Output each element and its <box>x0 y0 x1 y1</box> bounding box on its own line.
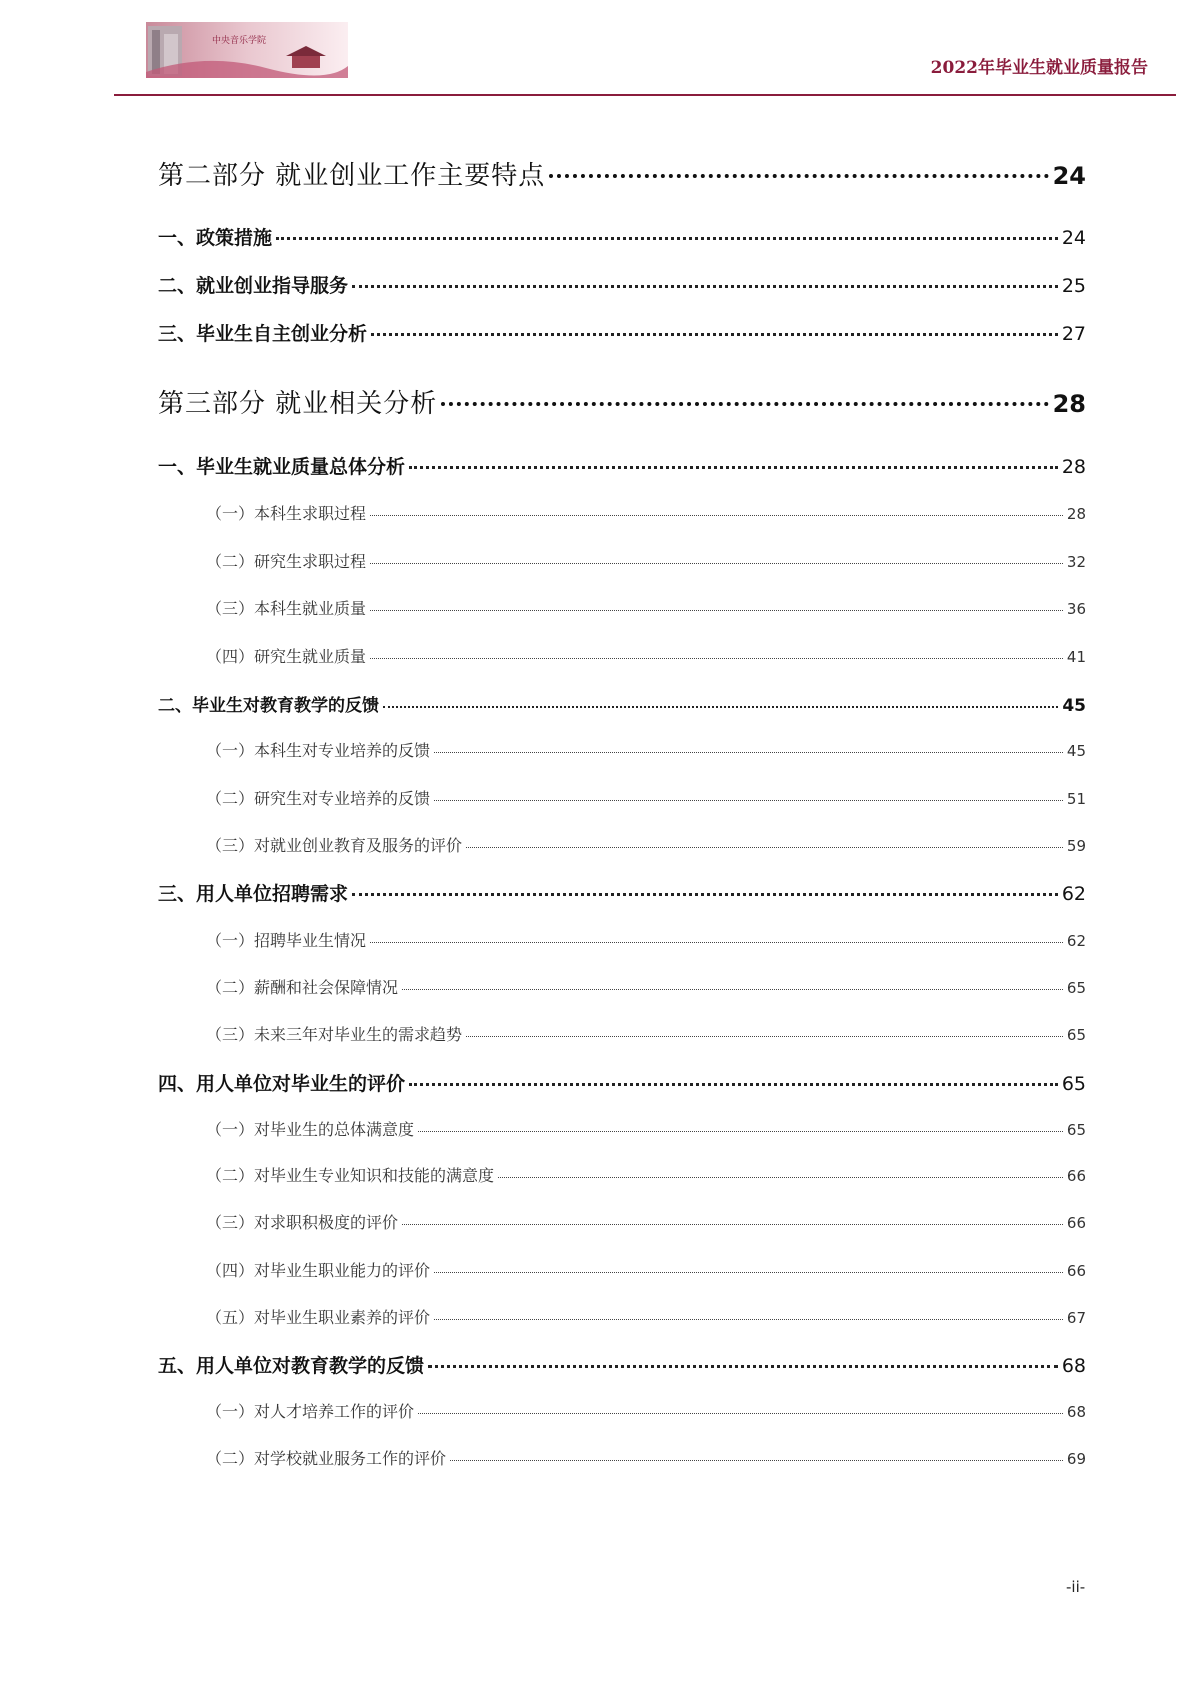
toc-entry[interactable] <box>158 319 1086 346</box>
toc-subentry[interactable] <box>158 1258 1086 1281</box>
toc-entry-label: 二、毕业生对教育教学的反馈 <box>158 696 379 716</box>
toc-leader <box>370 658 1063 659</box>
toc-subentry[interactable] <box>158 1399 1086 1422</box>
toc-subentry[interactable] <box>158 1163 1086 1186</box>
toc-leader <box>370 942 1063 943</box>
toc-page-number: 24 <box>1061 227 1086 249</box>
toc-page-number: 27 <box>1061 323 1086 345</box>
header-divider <box>114 94 1176 96</box>
toc-leader <box>466 847 1063 848</box>
toc-subentry[interactable] <box>158 975 1086 998</box>
toc-page-number: 45 <box>1062 696 1086 716</box>
page-number: -ii- <box>1066 1578 1086 1596</box>
toc-entry-label: （二）对学校就业服务工作的评价 <box>206 1449 447 1468</box>
toc-entry-label: 三、用人单位招聘需求 <box>158 883 349 905</box>
toc-entry-label: （一）本科生求职过程 <box>206 504 367 523</box>
toc-subentry[interactable] <box>158 549 1086 572</box>
toc-page-number: 68 <box>1066 1403 1086 1421</box>
toc-page-number: 65 <box>1066 1026 1086 1044</box>
toc-leader <box>352 285 1058 288</box>
toc-leader <box>434 1319 1063 1320</box>
toc-entry[interactable] <box>158 691 1086 716</box>
toc-page-number: 65 <box>1061 1073 1086 1095</box>
toc-leader <box>466 1036 1063 1037</box>
toc-page-number: 66 <box>1066 1214 1086 1232</box>
toc-leader <box>402 1224 1063 1225</box>
toc-entry-label: 第三部分 就业相关分析 <box>158 389 438 419</box>
toc-subentry[interactable] <box>158 1305 1086 1328</box>
toc-entry-label: （二）研究生对专业培养的反馈 <box>206 789 431 808</box>
toc-page-number: 32 <box>1066 553 1086 571</box>
toc-leader <box>434 800 1063 801</box>
toc-entry-label: 五、用人单位对教育教学的反馈 <box>158 1355 425 1377</box>
toc-subentry[interactable] <box>158 738 1086 761</box>
toc-entry-label: （五）对毕业生职业素养的评价 <box>206 1308 431 1327</box>
toc-page-number: 69 <box>1066 1450 1086 1468</box>
toc-subentry[interactable] <box>158 1210 1086 1233</box>
toc-page-number: 45 <box>1066 742 1086 760</box>
toc-leader <box>434 1272 1063 1273</box>
toc-subentry[interactable] <box>158 786 1086 809</box>
toc-page-number: 62 <box>1061 883 1086 905</box>
toc-entry-label: 二、就业创业指导服务 <box>158 275 349 297</box>
toc-leader <box>418 1131 1063 1132</box>
toc-entry-label: （四）对毕业生职业能力的评价 <box>206 1261 431 1280</box>
toc-subentry[interactable] <box>158 833 1086 856</box>
toc-subentry[interactable] <box>158 501 1086 524</box>
toc-page-number: 41 <box>1066 648 1086 666</box>
toc-page-number: 66 <box>1066 1167 1086 1185</box>
toc-entry[interactable] <box>158 271 1086 298</box>
toc-entry-label: 三、毕业生自主创业分析 <box>158 323 368 345</box>
toc-entry-label: （一）本科生对专业培养的反馈 <box>206 741 431 760</box>
toc-entry-label: （三）未来三年对毕业生的需求趋势 <box>206 1025 463 1044</box>
toc-entry-label: （一）招聘毕业生情况 <box>206 931 367 950</box>
toc-part-3[interactable] <box>158 383 1086 420</box>
toc-entry-label: （一）对毕业生的总体满意度 <box>206 1120 415 1139</box>
toc-leader <box>409 1083 1058 1086</box>
toc-entry-label: （四）研究生就业质量 <box>206 647 367 666</box>
toc-entry-label: （二）对毕业生专业知识和技能的满意度 <box>206 1166 495 1185</box>
toc-page-number: 28 <box>1052 390 1086 418</box>
toc-entry-label: 一、政策措施 <box>158 227 273 249</box>
toc-entry[interactable] <box>158 1351 1086 1378</box>
toc-page-number: 66 <box>1066 1262 1086 1280</box>
toc-leader <box>498 1177 1063 1178</box>
toc-page-number: 67 <box>1066 1309 1086 1327</box>
toc-entry-label: 四、用人单位对毕业生的评价 <box>158 1073 406 1095</box>
toc-part-2[interactable] <box>158 155 1086 192</box>
toc-page-number: 24 <box>1052 162 1086 190</box>
toc-page-number: 68 <box>1061 1355 1086 1377</box>
toc-leader <box>450 1460 1063 1461</box>
toc-page-number: 51 <box>1066 790 1086 808</box>
toc-leader <box>418 1413 1063 1414</box>
toc-subentry[interactable] <box>158 928 1086 951</box>
toc-leader <box>370 515 1063 516</box>
toc-page-number: 28 <box>1061 456 1086 478</box>
toc-entry[interactable] <box>158 452 1086 479</box>
toc-page-number: 36 <box>1066 600 1086 618</box>
toc-subentry[interactable] <box>158 1022 1086 1045</box>
toc-leader <box>370 610 1063 611</box>
toc-page-number: 59 <box>1066 837 1086 855</box>
school-logo: 中央音乐学院 <box>212 36 267 46</box>
toc-page-number: 65 <box>1066 979 1086 997</box>
toc-leader <box>409 466 1058 469</box>
toc-page-number: 65 <box>1066 1121 1086 1139</box>
toc-entry-label: 第二部分 就业创业工作主要特点 <box>158 161 546 191</box>
toc-entry-label: （一）对人才培养工作的评价 <box>206 1402 415 1421</box>
toc-subentry[interactable] <box>158 644 1086 667</box>
toc-page-number: 28 <box>1066 505 1086 523</box>
toc-entry-label: （二）研究生求职过程 <box>206 552 367 571</box>
toc-subentry[interactable] <box>158 1117 1086 1140</box>
toc-entry-label: （三）对就业创业教育及服务的评价 <box>206 836 463 855</box>
toc-leader <box>441 402 1048 406</box>
toc-entry-label: （三）对求职积极度的评价 <box>206 1213 399 1232</box>
toc-page-number: 25 <box>1061 275 1086 297</box>
toc-leader <box>549 174 1048 178</box>
toc-page-number: 62 <box>1066 932 1086 950</box>
toc-leader <box>434 752 1063 753</box>
toc-leader <box>352 893 1058 896</box>
page-header <box>0 0 1190 96</box>
toc-leader <box>276 237 1058 240</box>
toc-subentry[interactable] <box>158 596 1086 619</box>
toc-entry-label: 一、毕业生就业质量总体分析 <box>158 456 406 478</box>
toc-leader <box>370 563 1063 564</box>
report-title: 2022年毕业生就业质量报告 <box>930 58 1148 78</box>
toc-entry-label: （三）本科生就业质量 <box>206 599 367 618</box>
toc-entry[interactable] <box>158 1069 1086 1096</box>
toc-leader <box>383 706 1058 708</box>
toc-leader <box>428 1365 1058 1368</box>
header-banner-image <box>146 22 348 78</box>
toc-leader <box>402 989 1063 990</box>
toc-leader <box>371 333 1058 336</box>
toc-entry[interactable] <box>158 223 1086 250</box>
toc-subentry[interactable] <box>158 1446 1086 1469</box>
toc-entry[interactable] <box>158 879 1086 906</box>
toc-entry-label: （二）薪酬和社会保障情况 <box>206 978 399 997</box>
